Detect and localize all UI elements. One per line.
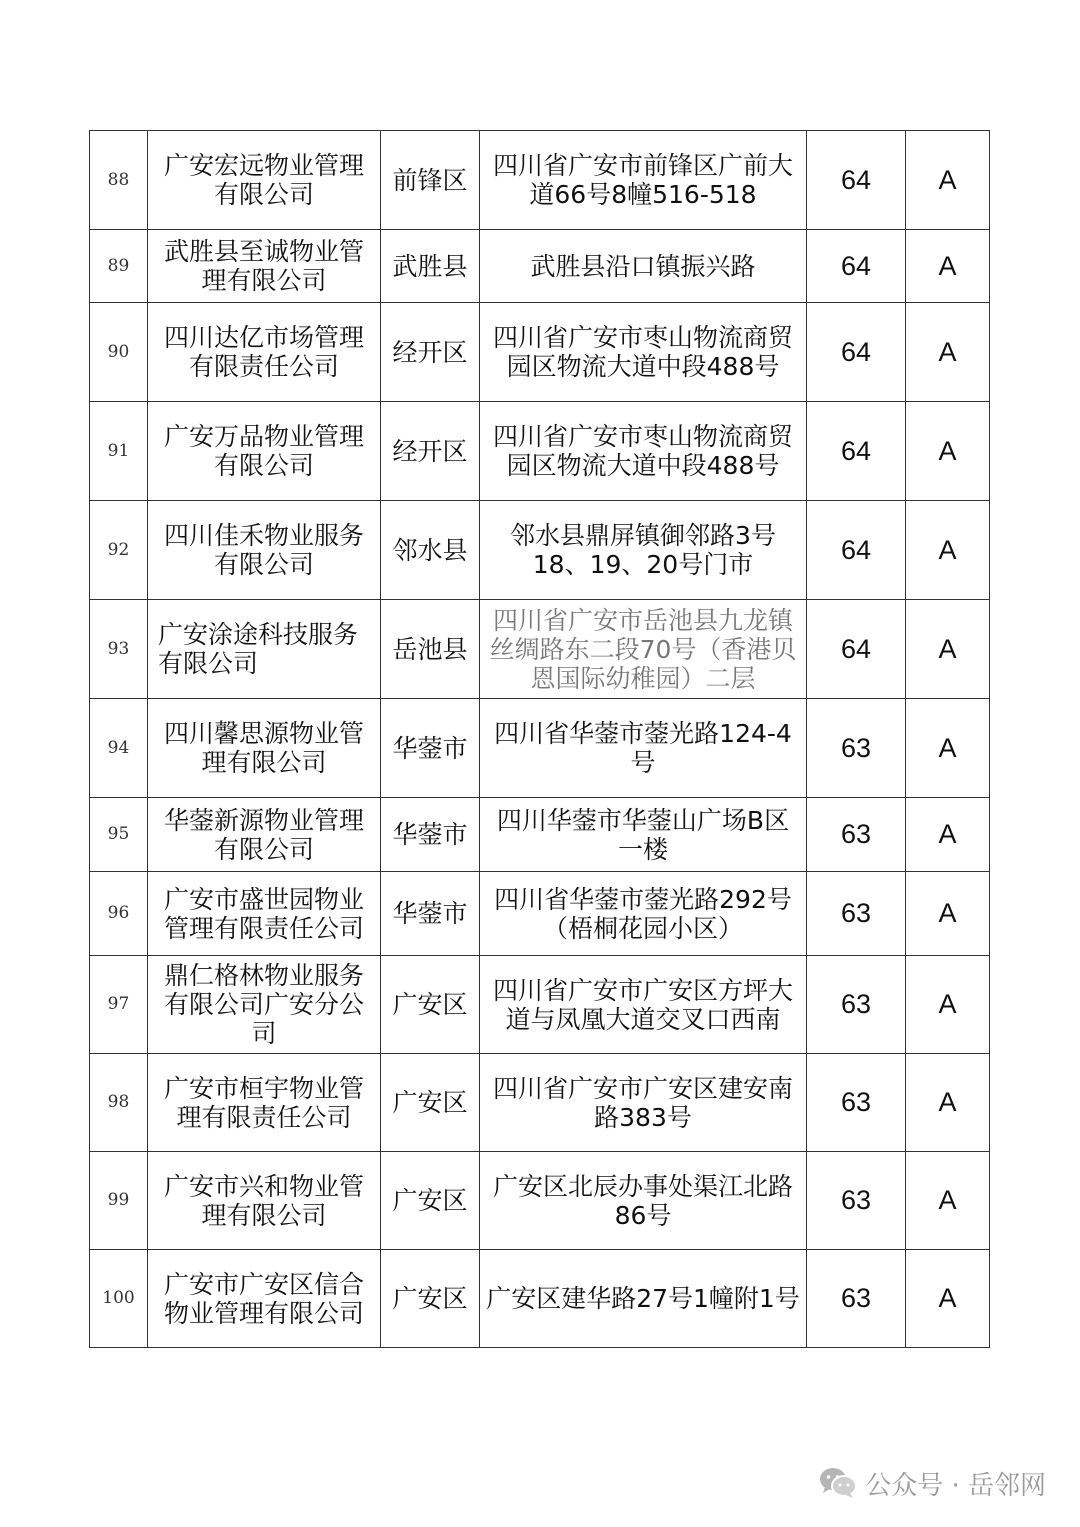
company-name: 广安市兴和物业管理有限公司 [148,1152,381,1250]
row-number: 98 [90,1054,148,1152]
score: 64 [807,230,906,303]
table-row [90,600,990,699]
watermark [819,1463,1046,1503]
company-name: 广安市桓宇物业管理有限责任公司 [148,1054,381,1152]
grade: A [906,956,990,1054]
row-number: 97 [90,956,148,1054]
district: 前锋区 [381,131,480,230]
table-row [90,872,990,956]
wechat-icon [819,1466,857,1500]
row-number: 91 [90,402,148,501]
address: 四川省华蓥市蓥光路292号（梧桐花园小区） [480,872,807,956]
company-name: 四川达亿市场管理有限责任公司 [148,303,381,402]
row-number: 89 [90,230,148,303]
district: 广安区 [381,1152,480,1250]
row-number: 94 [90,699,148,798]
company-name: 鼎仁格林物业服务有限公司广安分公司 [148,956,381,1054]
watermark-text: 公众号 · 岳邻网 [865,1470,1046,1501]
score: 63 [807,1152,906,1250]
score: 63 [807,872,906,956]
address: 四川省华蓥市蓥光路124-4号 [480,699,807,798]
district: 广安区 [381,1250,480,1348]
company-name: 广安市广安区信合物业管理有限公司 [148,1250,381,1348]
district: 岳池县 [381,600,480,699]
address: 广安区北辰办事处渠江北路86号 [480,1152,807,1250]
score: 64 [807,303,906,402]
district: 广安区 [381,1054,480,1152]
district: 邻水县 [381,501,480,600]
district: 武胜县 [381,230,480,303]
grade: A [906,501,990,600]
company-name: 广安万品物业管理有限公司 [148,402,381,501]
table-row [90,699,990,798]
row-number: 96 [90,872,148,956]
score: 64 [807,600,906,699]
district: 广安区 [381,956,480,1054]
district: 华蓥市 [381,798,480,872]
score: 63 [807,1250,906,1348]
company-name: 四川馨思源物业管理有限公司 [148,699,381,798]
row-number: 88 [90,131,148,230]
grade: A [906,798,990,872]
grade: A [906,402,990,501]
table-row [90,1152,990,1250]
address: 武胜县沿口镇振兴路 [480,230,807,303]
company-name: 广安宏远物业管理有限公司 [148,131,381,230]
address: 四川省广安市广安区方坪大道与凤凰大道交叉口西南 [480,956,807,1054]
score: 63 [807,956,906,1054]
address: 四川省广安市岳池县九龙镇丝绸路东二段70号（香港贝恩国际幼稚园）二层 [480,600,807,699]
row-number: 99 [90,1152,148,1250]
table-row [90,1054,990,1152]
grade: A [906,699,990,798]
row-number: 93 [90,600,148,699]
score: 63 [807,1054,906,1152]
score: 63 [807,798,906,872]
table-row [90,131,990,230]
district: 经开区 [381,303,480,402]
address: 广安区建华路27号1幢附1号 [480,1250,807,1348]
score: 64 [807,501,906,600]
company-name: 武胜县至诚物业管理有限公司 [148,230,381,303]
company-rating-table [89,130,990,1348]
address: 四川华蓥市华蓥山广场B区一楼 [480,798,807,872]
district: 华蓥市 [381,699,480,798]
address: 四川省广安市枣山物流商贸园区物流大道中段488号 [480,303,807,402]
row-number: 92 [90,501,148,600]
table-row [90,230,990,303]
row-number: 95 [90,798,148,872]
table-row [90,501,990,600]
score: 63 [807,699,906,798]
district: 经开区 [381,402,480,501]
grade: A [906,1152,990,1250]
table-row [90,402,990,501]
score: 64 [807,402,906,501]
company-name: 四川佳禾物业服务有限公司 [148,501,381,600]
row-number: 100 [90,1250,148,1348]
table-row [90,798,990,872]
grade: A [906,1054,990,1152]
grade: A [906,303,990,402]
row-number: 90 [90,303,148,402]
grade: A [906,872,990,956]
district: 华蓥市 [381,872,480,956]
address: 四川省广安市广安区建安南路383号 [480,1054,807,1152]
address: 邻水县鼎屏镇御邻路3号18、19、20号门市 [480,501,807,600]
company-name: 广安市盛世园物业管理有限责任公司 [148,872,381,956]
address: 四川省广安市前锋区广前大道66号8幢516-518 [480,131,807,230]
company-name: 华蓥新源物业管理有限公司 [148,798,381,872]
grade: A [906,600,990,699]
grade: A [906,230,990,303]
score: 64 [807,131,906,230]
table-row [90,1250,990,1348]
table-row [90,956,990,1054]
table-row [90,303,990,402]
grade: A [906,131,990,230]
company-name: 广安涂途科技服务有限公司 [148,600,381,699]
grade: A [906,1250,990,1348]
address: 四川省广安市枣山物流商贸园区物流大道中段488号 [480,402,807,501]
